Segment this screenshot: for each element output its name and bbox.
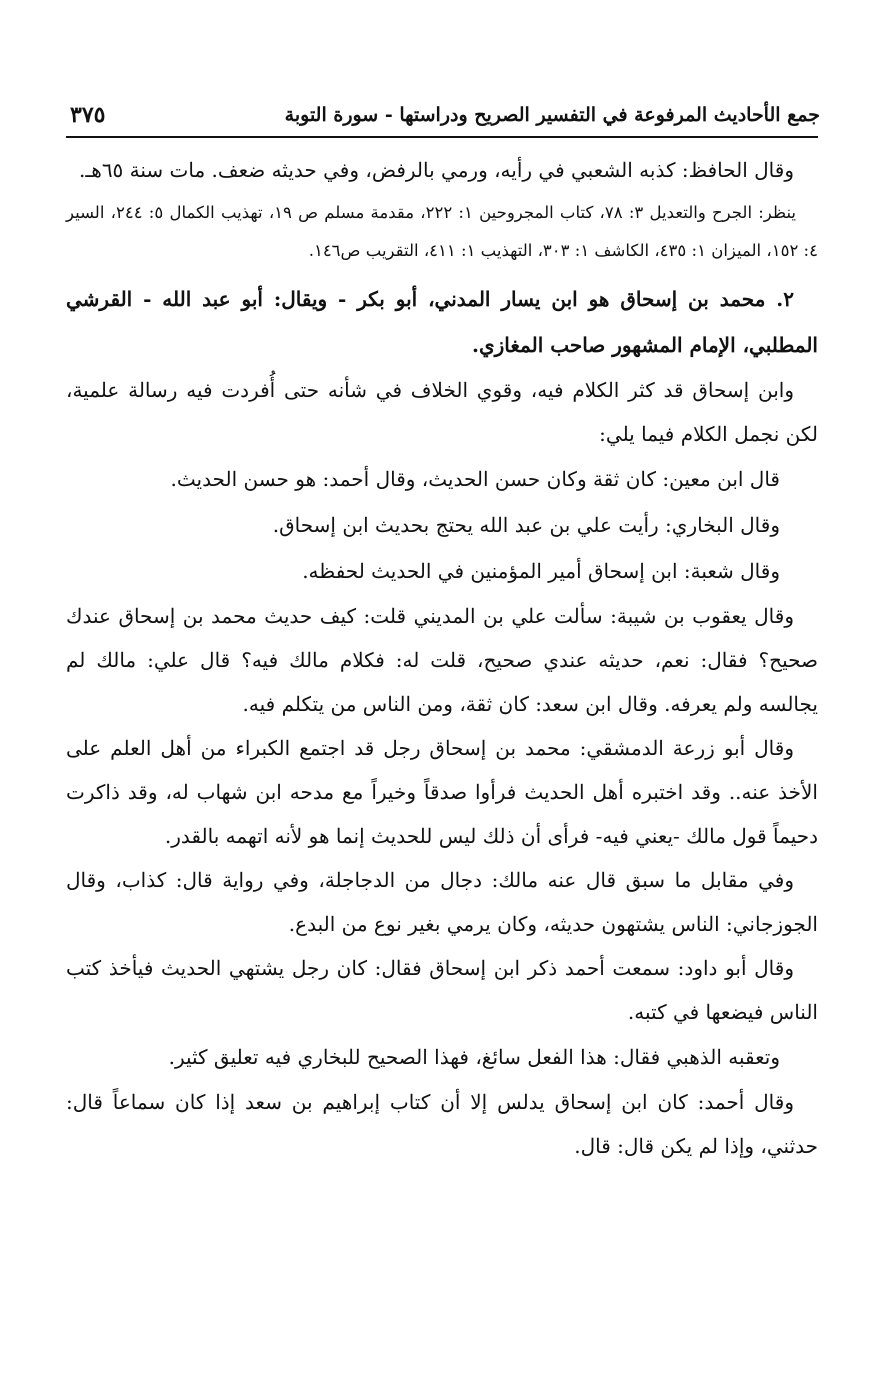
paragraph-abu-zura: وقال أبو زرعة الدمشقي: محمد بن إسحاق رجل قد اجتمع الكبراء من أهل العلم على الأخذ عنه.. وقد اختبره أهل الحديث فرأوا صدقاً وخيراً مع مدحه ابن شهاب له، وقد ذاكرت دحيماً قول مالك -يعني فيه- فرأى أن ذلك ليس للحديث إنما هو لأنه اتهمه بالقدر. xyxy=(66,736,818,848)
reference-list: ينظر: الجرح والتعديل ٣: ٧٨، كتاب المجروحين ١: ٢٢٢، مقدمة مسلم ص ١٩، تهذيب الكمال ٥: ٢٤٤، السير ٤: ١٥٢، الميزان ١: ٤٣٥، الكاشف ١: ٣٠٣، التهذيب ١: ٤١١، التقريب ص١٤٦. xyxy=(66,203,818,260)
paragraph-yaqub-ibn-shaybah: وقال يعقوب بن شيبة: سألت علي بن المديني قلت: كيف حديث محمد بن إسحاق عندك صحيح؟ فقال: نعم، حديثه عندي صحيح، قلت له: فكلام مالك فيه؟ قال علي: مالك لم يجالسه ولم يعرفه. وقال ابن سعد: كان ثقة، ومن الناس من يتكلم فيه. xyxy=(66,604,818,716)
paragraph-abu-dawud: وقال أبو داود: سمعت أحمد ذكر ابن إسحاق فقال: كان رجل يشتهي الحديث فيأخذ كتب الناس فيضعها في كتبه. xyxy=(66,956,818,1024)
quote-dhahabi: وتعقبه الذهبي فقال: هذا الفعل سائغ، فهذا الصحيح للبخاري فيه تعليق كثير. xyxy=(168,1045,780,1069)
quote-bukhari: وقال البخاري: رأيت علي بن عبد الله يحتج بحديث ابن إسحاق. xyxy=(272,513,780,537)
running-header-title: جمع الأحاديث المرفوعة في التفسير الصريح ودراستها - سورة التوبة xyxy=(284,104,820,126)
paragraph-malik-criticism: وفي مقابل ما سبق قال عنه مالك: دجال من الدجاجلة، وفي رواية قال: كذاب، وقال الجوزجاني: الناس يشتهون حديثه، وكان يرمي بغير نوع من البدع. xyxy=(66,868,818,936)
paragraph-ahmad-tadlis: وقال أحمد: كان ابن إسحاق يدلس إلا أن كتاب إبراهيم بن سعد إذا كان سماعاً قال: حدثني، وإذا لم يكن قال: قال. xyxy=(66,1090,818,1158)
quote-ibn-maeen: قال ابن معين: كان ثقة وكان حسن الحديث، وقال أحمد: هو حسن الحديث. xyxy=(170,467,780,491)
header-divider xyxy=(66,136,818,138)
running-header xyxy=(70,100,820,136)
quote-shuba: وقال شعبة: ابن إسحاق أمير المؤمنين في الحديث لحفظه. xyxy=(302,559,780,583)
page-number: ٣٧٥ xyxy=(70,102,106,128)
paragraph-intro-ibn-ishaq: وابن إسحاق قد كثر الكلام فيه، وقوي الخلاف في شأنه حتى أُفردت فيه رسالة علمية، لكن نجمل الكلام فيما يلي: xyxy=(66,378,818,446)
paragraph-hafiz-verdict: وقال الحافظ: كذبه الشعبي في رأيه، ورمي بالرفض، وفي حديثه ضعف. مات سنة ٦٥هـ. xyxy=(79,158,794,182)
biography-heading-ibn-ishaq: ٢. محمد بن إسحاق هو ابن يسار المدني، أبو بكر - ويقال: أبو عبد الله - القرشي المطلبي، الإمام المشهور صاحب المغازي. xyxy=(66,287,818,357)
page-body xyxy=(66,148,818,1168)
